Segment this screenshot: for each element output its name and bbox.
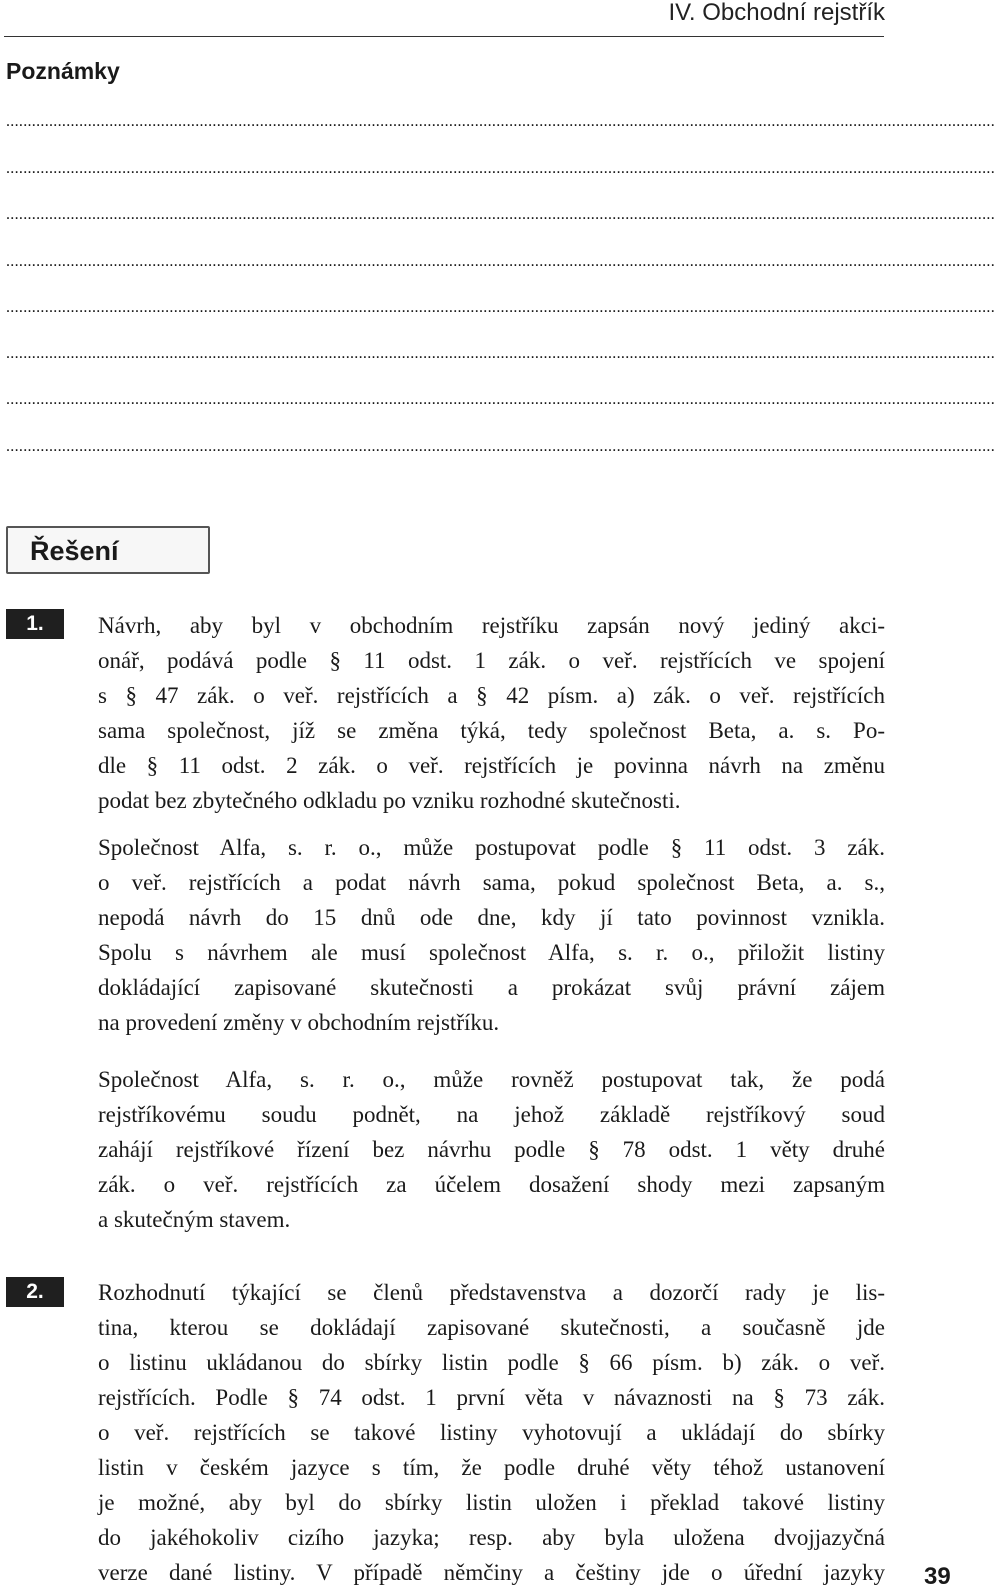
paragraph-line: Rozhodnutí týkající se členů představenstva a dozorčí rady je lis- (98, 1280, 885, 1305)
paragraph-line: s § 47 zák. o veř. rejstřících a § 42 písm. a) zák. o veř. rejstřících (98, 683, 885, 708)
paragraph-line: je možné, aby byl do sbírky listin uložen i překlad takové listiny (98, 1490, 885, 1515)
paragraph-line: dokládající zapisované skutečnosti a prokázat svůj právní zájem (98, 975, 885, 1000)
item-number-badge: 2. (6, 1277, 64, 1307)
paragraph-line: Spolu s návrhem ale musí společnost Alfa, s. r. o., přiložit listiny (98, 940, 885, 965)
paragraph-line: nepodá návrh do 15 dnů ode dne, kdy jí tato povinnost vznikla. (98, 905, 885, 930)
paragraph-line: zák. o veř. rejstřících za účelem dosažení shody mezi zapsaným (98, 1172, 885, 1197)
paragraph-line: o listinu ukládanou do sbírky listin podle § 66 písm. b) zák. o veř. (98, 1350, 885, 1375)
note-line: ...................................................................................................................................................................................................................................... (6, 391, 995, 408)
paragraph-line: Společnost Alfa, s. r. o., může rovněž postupovat tak, že podá (98, 1067, 885, 1092)
note-line: ...................................................................................................................................................................................................................................... (6, 160, 995, 177)
paragraph-line: a skutečným stavem. (98, 1207, 291, 1232)
paragraph-line: podat bez zbytečného odkladu po vzniku rozhodné skutečnosti. (98, 788, 681, 813)
paragraph-line: na provedení změny v obchodním rejstříku. (98, 1010, 500, 1035)
note-line: ...................................................................................................................................................................................................................................... (6, 253, 995, 270)
paragraph-line: verze dané listiny. V případě němčiny a češtiny jde o úřední jazyky (98, 1560, 885, 1585)
chapter-title: IV. Obchodní rejstřík (668, 0, 885, 26)
note-line: ...................................................................................................................................................................................................................................... (6, 206, 995, 223)
paragraph-line: o veř. rejstřících se takové listiny vyhotovují a ukládají do sbírky (98, 1420, 885, 1445)
paragraph-line: dle § 11 odst. 2 zák. o veř. rejstřících je povinna návrh na změnu (98, 753, 885, 778)
paragraph-line: onář, podává podle § 11 odst. 1 zák. o veř. rejstřících ve spojení (98, 648, 885, 673)
paragraph-line: sama společnost, jíž se změna týká, tedy společnost Beta, a. s. Po- (98, 718, 885, 743)
paragraph-line: do jakéhokoliv cizího jazyka; resp. aby byla uložena dvojjazyčná (98, 1525, 885, 1550)
solution-heading-box (6, 526, 210, 574)
paragraph-line: rejstříkovému soudu podnět, na jehož základě rejstříkový soud (98, 1102, 885, 1127)
paragraph-line: listin v českém jazyce s tím, že podle druhé věty téhož ustanovení (98, 1455, 885, 1480)
page-number: 39 (924, 1563, 951, 1590)
header-rule (4, 36, 884, 37)
paragraph-line: Společnost Alfa, s. r. o., může postupovat podle § 11 odst. 3 zák. (98, 835, 885, 860)
note-line: ...................................................................................................................................................................................................................................... (6, 438, 995, 455)
solution-heading: Řešení (30, 536, 119, 566)
notes-heading: Poznámky (6, 58, 120, 84)
note-line: ...................................................................................................................................................................................................................................... (6, 345, 995, 362)
paragraph-line: rejstřících. Podle § 74 odst. 1 první věta v návaznosti na § 73 zák. (98, 1385, 885, 1410)
paragraph-line: tina, kterou se dokládají zapisované skutečnosti, a současně jde (98, 1315, 885, 1340)
item-number-badge: 1. (6, 609, 64, 639)
paragraph-line: o veř. rejstřících a podat návrh sama, pokud společnost Beta, a. s., (98, 870, 885, 895)
paragraph-line: zahájí rejstříkové řízení bez návrhu podle § 78 odst. 1 věty druhé (98, 1137, 885, 1162)
note-line: ...................................................................................................................................................................................................................................... (6, 113, 995, 130)
paragraph-line: Návrh, aby byl v obchodním rejstříku zapsán nový jediný akci- (98, 613, 885, 638)
note-line: ...................................................................................................................................................................................................................................... (6, 299, 995, 316)
